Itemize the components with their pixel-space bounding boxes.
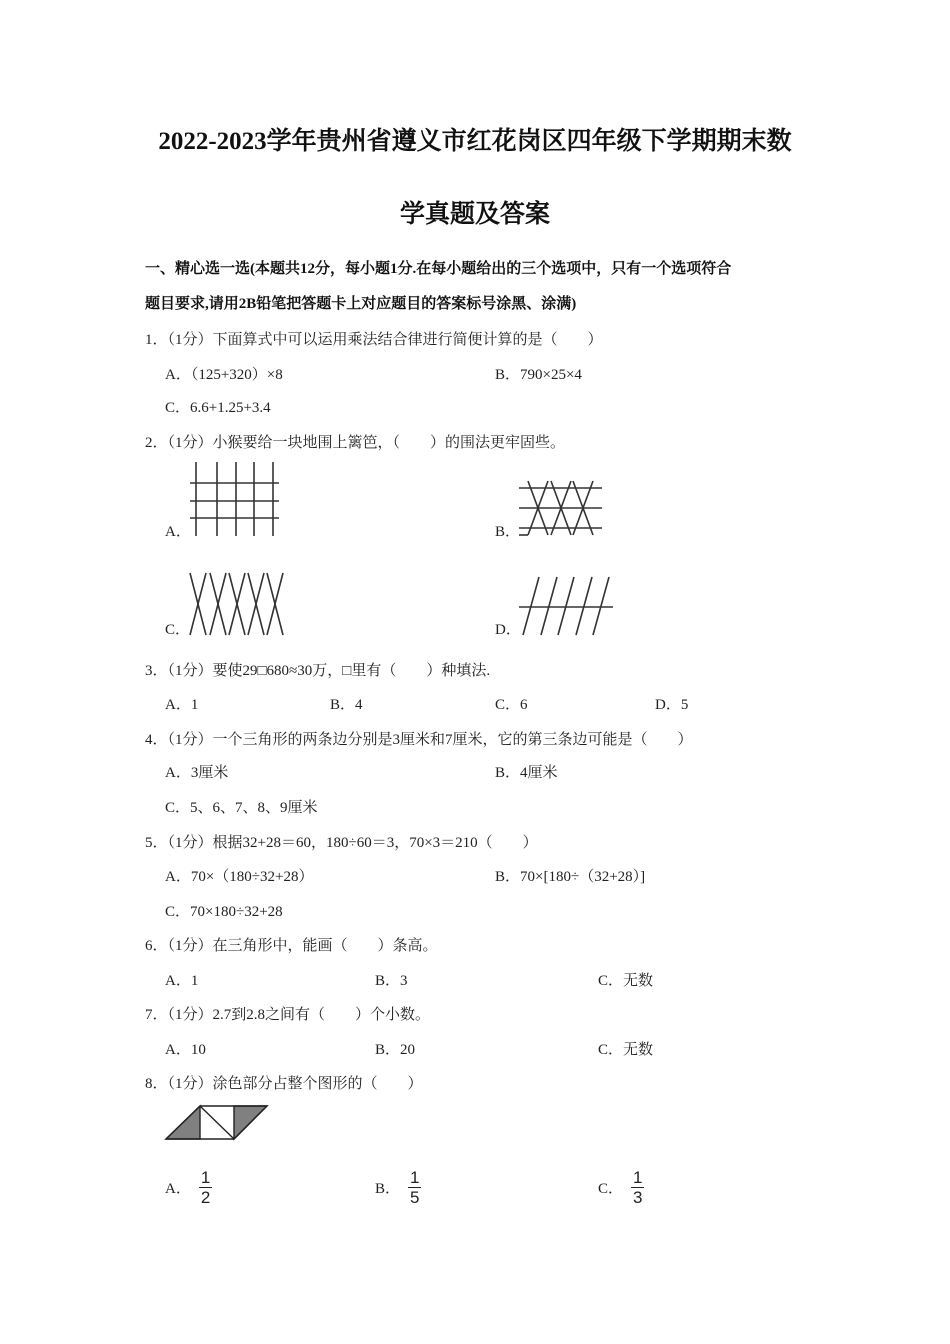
q3-option-b: B．4 xyxy=(330,697,363,713)
q5-option-b: B．70×[180÷（32+28）] xyxy=(495,869,646,885)
doc-title-line2: 学真题及答案 xyxy=(399,201,550,228)
option-label: C． xyxy=(598,1181,624,1197)
question-2: 2．（1分）小猴要给一块地围上篱笆，（ ）的围法更牢固些。 xyxy=(145,435,566,451)
numerator: 1 xyxy=(633,1168,643,1187)
question-6: 6．（1分）在三角形中，能画（ ）条高。 xyxy=(145,938,438,954)
option-label: A． xyxy=(165,1181,191,1197)
section-heading: 一、精心选一选(本题共12分，每小题1分.在每小题给出的三个选项中，只有一个选项符合 xyxy=(145,261,732,277)
doc-title-line1: 2022-2023学年贵州省遵义市红花岗区四年级下学期期末数 xyxy=(158,128,792,155)
denominator: 2 xyxy=(200,1188,211,1207)
question-5: 5．（1分）根据32+28＝60，180÷60＝3，70×3＝210（ ） xyxy=(145,835,538,851)
fraction xyxy=(631,1168,644,1207)
q1-option-b: B．790×25×4 xyxy=(495,367,582,383)
question-1: 1．（1分）下面算式中可以运用乘法结合律进行简便计算的是（ ） xyxy=(145,332,603,348)
question-4: 4．（1分）一个三角形的两条边分别是3厘米和7厘米，它的第三条边可能是（ ） xyxy=(145,732,693,748)
q3-option-a: A．1 xyxy=(165,697,199,713)
q2-option-a: A． xyxy=(165,524,191,540)
numerator: 1 xyxy=(200,1168,211,1187)
q8-option-a xyxy=(165,1168,212,1207)
q8-option-c xyxy=(598,1168,644,1207)
q2-option-b: B． xyxy=(495,524,521,540)
section-heading-cont: 题目要求,请用2B铅笔把答题卡上对应题目的答案标号涂黑、涂满) xyxy=(145,296,577,312)
q6-option-c: C．无数 xyxy=(598,973,654,989)
q4-option-a: A．3厘米 xyxy=(165,765,229,781)
question-7: 7．（1分）2.7到2.8之间有（ ）个小数。 xyxy=(145,1007,431,1023)
fraction xyxy=(199,1168,212,1207)
q6-option-a: A．1 xyxy=(165,973,199,989)
q2-option-d: D． xyxy=(495,622,521,638)
q1-option-a: A．（125+320）×8 xyxy=(165,367,283,383)
denominator: 3 xyxy=(633,1188,643,1207)
q7-option-b: B．20 xyxy=(375,1042,416,1058)
fraction xyxy=(408,1168,421,1207)
q7-option-c: C．无数 xyxy=(598,1042,654,1058)
q4-option-b: B．4厘米 xyxy=(495,765,558,781)
question-3: 3．（1分）要使29□680≈30万，□里有（ ）种填法. xyxy=(145,663,491,679)
numerator: 1 xyxy=(410,1168,420,1187)
q8-option-b xyxy=(375,1168,421,1207)
q1-option-c: C．6.6+1.25+3.4 xyxy=(165,400,271,416)
q2-option-c: C． xyxy=(165,622,191,638)
denominator: 5 xyxy=(410,1188,420,1207)
q5-option-a: A．70×（180÷32+28） xyxy=(165,869,314,885)
question-8: 8．（1分）涂色部分占整个图形的（ ） xyxy=(145,1076,423,1092)
option-label: B． xyxy=(375,1181,401,1197)
q3-option-c: C．6 xyxy=(495,697,528,713)
q5-option-c: C．70×180÷32+28 xyxy=(165,904,283,920)
q3-option-d: D．5 xyxy=(655,697,689,713)
q6-option-b: B．3 xyxy=(375,973,408,989)
q7-option-a: A．10 xyxy=(165,1042,206,1058)
q4-option-c: C．5、6、7、8、9厘米 xyxy=(165,800,318,816)
